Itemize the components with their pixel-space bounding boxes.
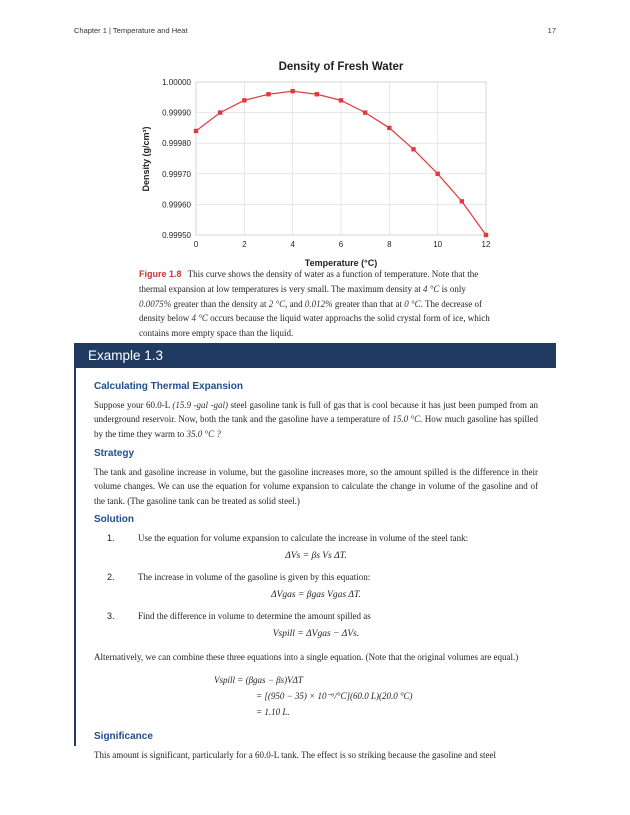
- problem-text-3: How much gasoline has spilled by the time they warm to: [94, 414, 539, 439]
- step-text: Use the equation for volume expansion to calculate the increase in volume of the steel tank:: [138, 532, 469, 543]
- caption-text-1: This curve shows the density of water as a function of temperature. Note that the thermal expansion at low temperatures is very small. The maximum density at: [139, 269, 479, 294]
- data-point: [411, 147, 415, 151]
- x-tick-label: 8: [387, 240, 392, 249]
- caption-text-6: . The decrease of density below: [139, 298, 482, 324]
- equation-step-3: Vspill = ΔVgas − ΔVs.: [272, 629, 360, 639]
- page-number: 17: [547, 26, 556, 35]
- solution-steps: [94, 531, 538, 642]
- significance-heading: Significance: [94, 731, 153, 742]
- figure-label: Figure 1.8: [139, 269, 182, 279]
- solution-step: [94, 609, 538, 624]
- caption-math-3: 2 °C: [268, 298, 286, 309]
- problem-text-2: steel gasoline tank is full of gas that is cool because it has just been pumped from an underground reservoir. Now, both the tank and the gasoline have a temperature of: [94, 399, 538, 424]
- x-axis-ticks: [194, 240, 491, 249]
- step-text: Find the difference in volume to determine the amount spilled as: [138, 610, 371, 621]
- step-text: The increase in volume of the gasoline is given by this equation:: [138, 571, 371, 582]
- y-tick-label: 0.99950: [162, 231, 191, 240]
- x-tick-label: 6: [338, 240, 344, 249]
- step-number: 2.: [107, 571, 115, 582]
- combined-equation: [214, 672, 538, 720]
- y-tick-label: 0.99970: [162, 169, 191, 179]
- caption-math-6: 4 °C: [191, 313, 208, 324]
- solution-step: [94, 570, 538, 585]
- data-point: [363, 110, 367, 114]
- example-body: [94, 380, 538, 766]
- step-number: 1.: [107, 532, 115, 543]
- problem-statement: [94, 398, 538, 442]
- caption-math-4: 0.012%: [304, 298, 333, 309]
- equation-step-2: ΔVgas = βgas Vgas ΔT.: [271, 590, 361, 600]
- data-point: [435, 172, 439, 176]
- x-tick-label: 10: [433, 240, 443, 249]
- data-point: [460, 199, 464, 203]
- caption-math-1: 4 °C: [423, 283, 440, 294]
- caption-text-2: is only: [441, 283, 466, 294]
- strategy-heading: Strategy: [94, 448, 135, 459]
- caption-text-4: , and: [285, 298, 303, 309]
- problem-math-3: 35.0 °C ?: [186, 428, 221, 439]
- strategy-text: The tank and gasoline increase in volume, but the gasoline increases more, so the amount spilled is the difference in their volume changes. We can use the equation for volume expansion to calculate the change in volume of the gasoline and of the tank. (The gasoline tank can be treated as solid steel.): [94, 466, 538, 506]
- x-axis-label: Temperature (°C): [304, 258, 378, 268]
- y-tick-label: 0.99960: [162, 200, 191, 210]
- data-point: [242, 98, 246, 102]
- data-point: [266, 92, 270, 96]
- step-number: 3.: [107, 610, 115, 621]
- equation-line-3: = 1.10 L.: [256, 707, 290, 717]
- caption-math-5: 0 °C: [404, 298, 421, 309]
- equation-line-2: = [(950 − 35) × 10⁻⁶/°C](60.0 L)(20.0 °C): [256, 691, 413, 701]
- problem-math-2: 15.0 °C.: [392, 414, 423, 424]
- significance-text: This amount is significant, particularly for a 60.0-L tank. The effect is so striking because the gasoline and steel: [94, 749, 496, 760]
- running-header: Chapter 1 | Temperature and Heat: [74, 26, 188, 35]
- equation-step-1: ΔVs = βs Vs ΔT.: [285, 551, 347, 561]
- y-tick-label: 1.00000: [162, 78, 191, 87]
- solution-step: [94, 531, 538, 546]
- example-title: Example 1.3: [88, 348, 164, 363]
- y-axis-label: Density (g/cm³): [141, 126, 151, 192]
- caption-math-2: 0.0075%: [139, 298, 172, 309]
- solution-heading: Solution: [94, 514, 134, 525]
- x-tick-label: 0: [193, 240, 199, 249]
- figure-caption: [139, 267, 495, 341]
- data-point: [218, 110, 222, 114]
- chart-title: Density of Fresh Water: [278, 61, 404, 73]
- x-tick-label: 12: [481, 240, 491, 249]
- y-tick-label: 0.99980: [162, 139, 191, 149]
- example-title-bar: [74, 343, 556, 368]
- example-side-rule: [74, 368, 76, 746]
- y-tick-label: 0.99990: [162, 108, 191, 118]
- y-axis-ticks: [162, 78, 191, 240]
- alternative-text: Alternatively, we can combine these three equations into a single equation. (Note that the original volumes are equal.): [94, 651, 519, 662]
- data-point: [194, 129, 198, 133]
- x-tick-label: 4: [290, 240, 295, 249]
- caption-text-3: greater than the density at: [173, 298, 267, 309]
- grid-lines: [196, 82, 486, 235]
- x-tick-label: 2: [242, 240, 247, 249]
- data-point: [290, 89, 294, 93]
- data-point: [387, 126, 391, 130]
- problem-math-1: (15.9 -gal -gal): [172, 399, 229, 410]
- caption-text-5: greater than that at: [334, 298, 403, 309]
- data-point: [339, 98, 343, 102]
- data-point: [484, 233, 488, 237]
- problem-text-1: Suppose your 60.0-L: [94, 399, 170, 410]
- example-heading: Calculating Thermal Expansion: [94, 381, 243, 392]
- equation-line-1: Vspill = (βgas − βs)VΔT: [214, 675, 303, 685]
- data-point: [315, 92, 319, 96]
- density-chart: [120, 52, 510, 270]
- caption-text-7: occurs because the liquid water approachs the solid crystal form of ice, which contains more empty space than the liquid.: [139, 313, 490, 339]
